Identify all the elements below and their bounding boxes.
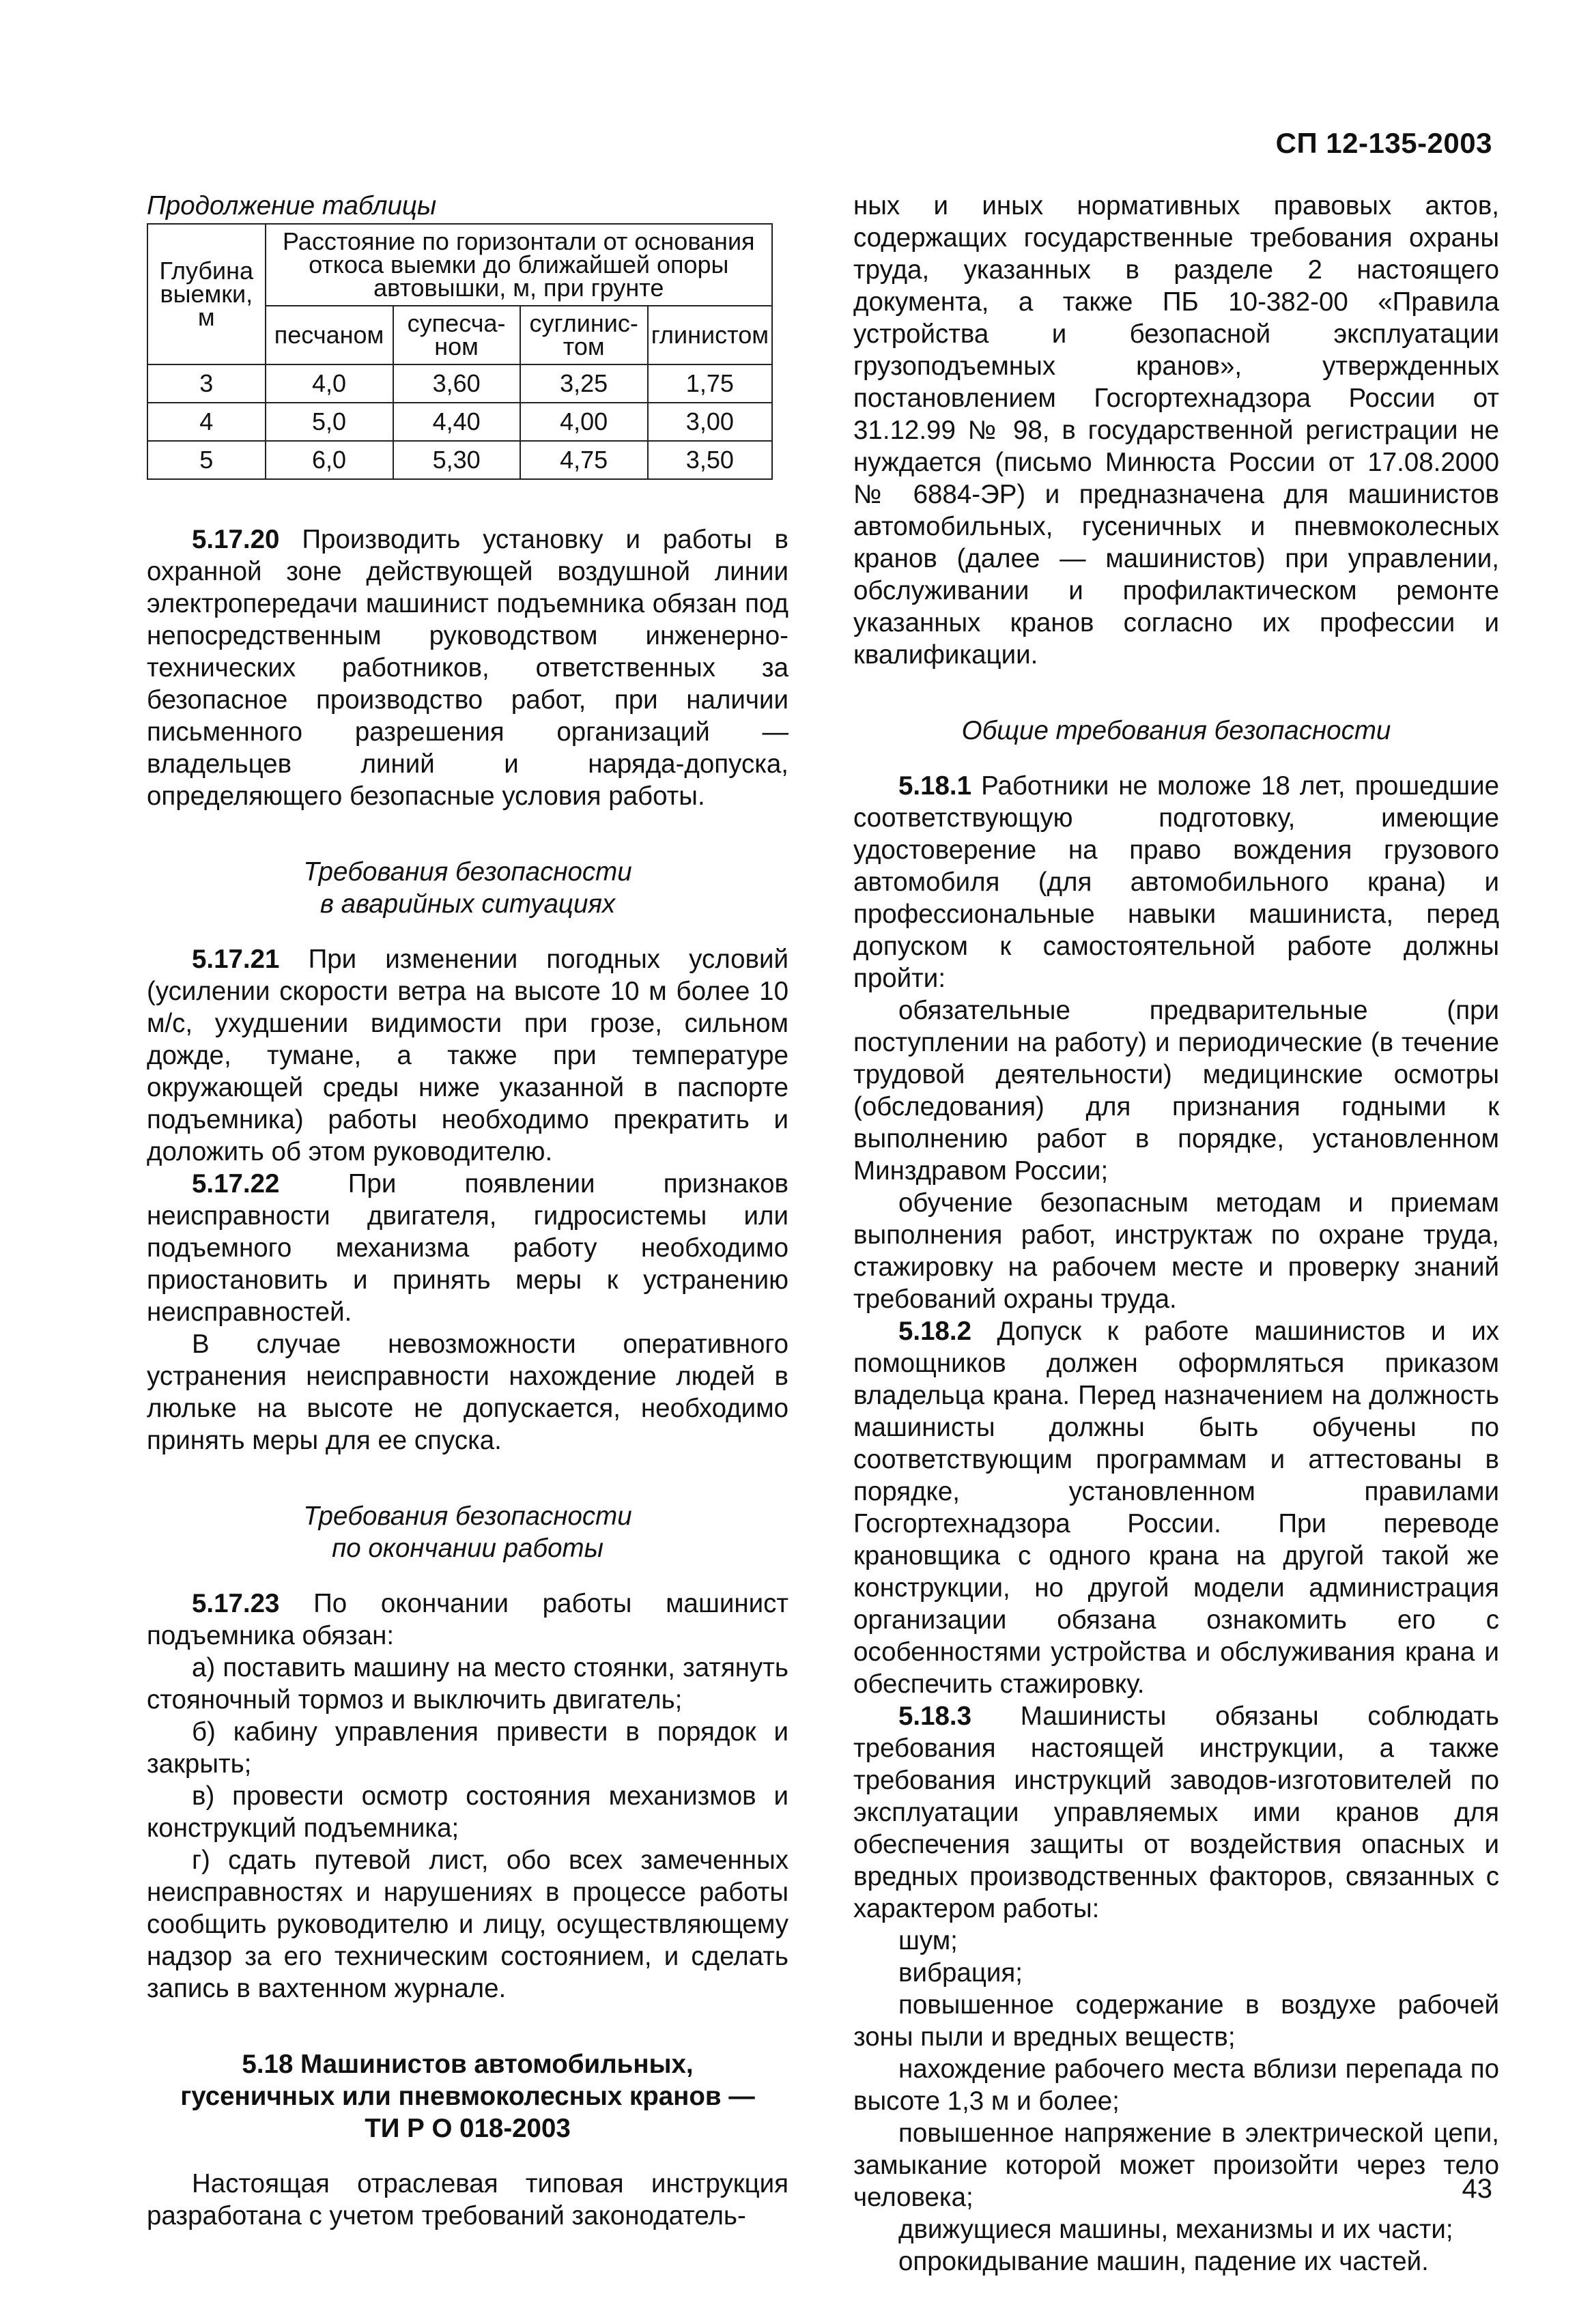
- table-cell: 5,0: [266, 403, 393, 441]
- distance-column-header: Расстояние по горизонтали от основания откоса выемки до ближайшей опоры автовышки, м, при грунте: [266, 224, 772, 306]
- section-5-18-heading: [147, 2048, 788, 2144]
- list-item: шум;: [898, 1926, 958, 1955]
- table-cell: 5,30: [393, 441, 520, 479]
- distance-table: [147, 223, 773, 480]
- paragraph-5-18-1: [853, 770, 1499, 994]
- table-cell: 4,75: [520, 441, 648, 479]
- paragraph-5-17-22: [147, 1168, 788, 1328]
- list-item: в) провести осмотр состояния механизмов и конструкций подъемника;: [147, 1781, 788, 1843]
- list-item: г) сдать путевой лист, обо всех замеченных неисправностях и нарушениях в процессе работы сообщить руководителю и лицу, осуществляющему надзор за его техническим состоянием, и сделать запись в вахтенном журнале.: [147, 1846, 788, 2003]
- heading-line: 5.18 Машинистов автомобильных,: [242, 2050, 694, 2079]
- paragraph-intro-continued: ных и иных нормативных правовых актов, содержащих государственные требования охраны труда, указанных в разделе 2 настоящего документа, а также ПБ 10-382-00 «Правила устройства и безопасной эксплуатации грузоподъемных кранов», утвержденных постановлением Госгортехнадзора России от 31.12.99 № 98, в государственной регистрации не нуждается (письмо Минюста России от 17.08.2000 № 6884-ЭР) и предназначена для машинистов автомобильных, гусеничных и пневмоколесных кранов (далее — машинистов) при управлении, обслуживании и профилактическом ремонте указанных кранов согласно их профессии и квалификации.: [853, 191, 1499, 670]
- clause-text: При изменении погодных условий (усилении скорости ветра на высоте 10 м более 10 м/с, ухудшении видимости при грозе, сильном дожде, тумане, а также при температуре окружающей среды ниже указанной в паспорте подъемника) работы необходимо прекратить и доложить об этом руководителю.: [147, 945, 788, 1166]
- depth-column-header: Глубина выемки, м: [147, 224, 266, 364]
- table-cell: 3,50: [648, 441, 772, 479]
- table-cell: 3,25: [520, 364, 648, 403]
- clause-text: Работники не моложе 18 лет, прошедшие соответствующую подготовку, имеющие удостоверение на право вождения грузового автомобиля (для автомобильного крана) и профессиональные навыки машиниста, перед допуском к самостоятельной работе должны пройти:: [853, 771, 1499, 993]
- clause-text: Производить установку и работы в охранной зоне действующей воздушной линии электропередачи машинист подъемника обязан под непосредственным руководством инженерно-технических работников, ответственных за безопасное производство работ, при наличии письменного разрешения организаций — владельцев линий и наряда-допуска, определяющего безопасные условия работы.: [147, 525, 788, 811]
- paragraph-medical: обязательные предварительные (при поступлении на работу) и периодические (в течение трудовой деятельности) медицинские осмотры (обследования) для признания годными к выполнению работ в порядке, установленном Минздравом России;: [853, 996, 1499, 1186]
- soil-header-clay: глинистом: [648, 306, 772, 364]
- table-cell: 4,0: [266, 364, 393, 403]
- clause-number: 5.18.3: [898, 1702, 972, 1731]
- soil-header-sandy: песчаном: [266, 306, 393, 364]
- table-cell: 3,60: [393, 364, 520, 403]
- clause-number: 5.17.23: [192, 1589, 280, 1618]
- paragraph-5-18-3: [853, 1700, 1499, 1925]
- table-row: [147, 403, 772, 441]
- table-row: [147, 441, 772, 479]
- table-cell: 4,40: [393, 403, 520, 441]
- clause-number: 5.17.21: [192, 945, 280, 974]
- table-cell: 1,75: [648, 364, 772, 403]
- clause-text: Допуск к работе машинистов и их помощников должен оформляться приказом владельца крана. Перед назначением на должность машинисты должны быть обучены по соответствующим программам и аттестованы в порядке, установленном правилами Госгортехнадзора России. При переводе крановщика с одного крана на другой такой же конструкции, но другой модели администрация организации обязана ознакомить его с особенностями устройства и обслуживания крана и обеспечить стажировку.: [853, 1317, 1499, 1699]
- paragraph-5-17-23: [147, 1588, 788, 1652]
- clause-number: 5.17.22: [192, 1169, 280, 1199]
- heading-line: Требования безопасности: [303, 1502, 632, 1531]
- heading-line: Требования безопасности: [303, 857, 632, 887]
- heading-line: гусеничных или пневмоколесных кранов —: [180, 2082, 755, 2111]
- table-caption: Продолжение таблицы: [147, 191, 437, 220]
- list-item: повышенное напряжение в электрической цепи, замыкание которой может произойти через тело человека;: [853, 2119, 1499, 2212]
- paragraph-5-17-20: [147, 523, 788, 812]
- clause-number: 5.18.2: [898, 1317, 972, 1346]
- right-column: [853, 190, 1499, 2278]
- heading-general-requirements: Общие требования безопасности: [961, 716, 1391, 745]
- table-cell: 4: [147, 403, 266, 441]
- heading-emergency: [147, 856, 788, 920]
- table-row: [147, 364, 772, 403]
- list-item: вибрация;: [898, 1958, 1023, 1988]
- clause-text: По окончании работы машинист подъемника обязан:: [147, 1589, 788, 1650]
- paragraph-malfunction: В случае невозможности оперативного устранения неисправности нахождение людей в люльке на высоте не допускается, необходимо принять меры для ее спуска.: [147, 1330, 788, 1455]
- list-item: а) поставить машину на место стоянки, затянуть стояночный тормоз и выключить двигатель;: [147, 1653, 788, 1715]
- paragraph-5-18-2: [853, 1315, 1499, 1700]
- document-code: СП 12-135-2003: [1275, 127, 1492, 159]
- list-item: нахождение рабочего места вблизи перепада по высоте 1,3 м и более;: [853, 2054, 1499, 2116]
- list-item: движущиеся машины, механизмы и их части;: [898, 2215, 1453, 2244]
- clause-text: При появлении признаков неисправности двигателя, гидросистемы или подъемного механизма работу необходимо приостановить и принять меры к устранению неисправностей.: [147, 1169, 788, 1327]
- table-cell: 3,00: [648, 403, 772, 441]
- soil-header-sandy-loam: супесча-ном: [393, 306, 520, 364]
- list-item: повышенное содержание в воздухе рабочей зоны пыли и вредных веществ;: [853, 1990, 1499, 2052]
- paragraph-5-17-21: [147, 943, 788, 1168]
- list-item: б) кабину управления привести в порядок и закрыть;: [147, 1717, 788, 1779]
- table-cell: 3: [147, 364, 266, 403]
- clause-number: 5.18.1: [898, 771, 972, 801]
- heading-line: в аварийных ситуациях: [319, 889, 616, 919]
- left-column: [147, 190, 788, 2232]
- paragraph-training: обучение безопасным методам и приемам выполнения работ, инструктаж по охране труда, стажировку на рабочем месте и проверку знаний требований охраны труда.: [853, 1188, 1499, 1314]
- paragraph-intro: Настоящая отраслевая типовая инструкция разработана с учетом требований законодатель-: [147, 2169, 788, 2230]
- heading-line: по окончании работы: [332, 1534, 603, 1563]
- clause-number: 5.17.20: [192, 525, 280, 554]
- clause-text: Машинисты обязаны соблюдать требования настоящей инструкции, а также требования инструкций заводов-изготовителей по эксплуатации управляемых ими кранов для обеспечения защиты от воздействия опасных и вредных производственных факторов, связанных с характером работы:: [853, 1702, 1499, 1923]
- list-item: опрокидывание машин, падение их частей.: [898, 2247, 1429, 2276]
- table-cell: 4,00: [520, 403, 648, 441]
- heading-end-of-work: [147, 1500, 788, 1564]
- table-cell: 6,0: [266, 441, 393, 479]
- table-cell: 5: [147, 441, 266, 479]
- heading-line: ТИ Р О 018-2003: [365, 2114, 571, 2143]
- page-number: 43: [1462, 2174, 1492, 2204]
- soil-header-loam: суглинис-том: [520, 306, 648, 364]
